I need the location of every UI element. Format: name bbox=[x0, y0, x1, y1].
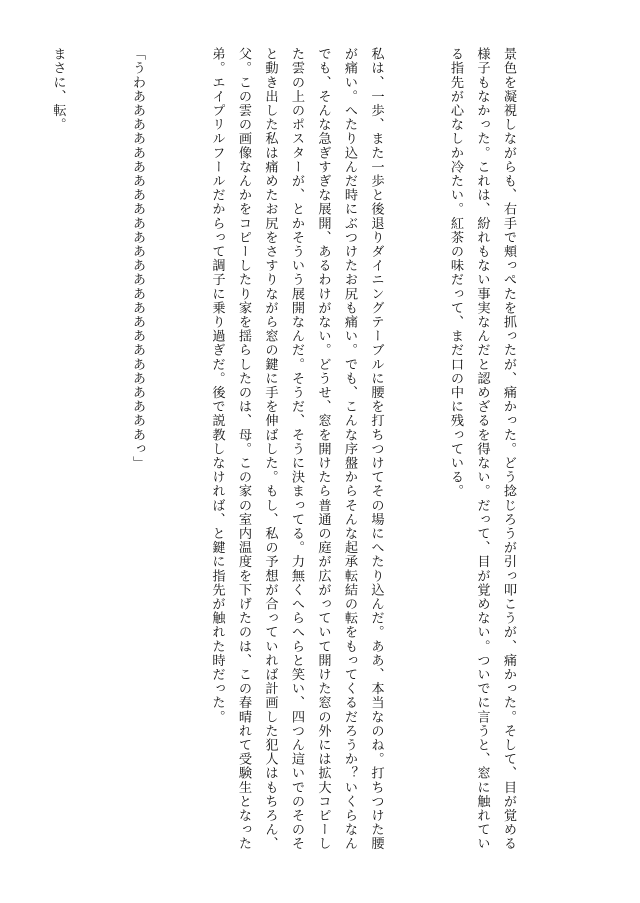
vertical-text-body bbox=[50, 47, 574, 859]
paragraph-1: 景色を凝視しながらも、右手で頬っぺたを抓ったが、痛かった。どう捻じろうが引っ叩こうが、痛かった。そして、目が覚める様子もなかった。これは、紛れもない事実なんだと認めざるを得ない。だって、目が覚めない。ついでに言うと、窓に触れている指先が心なしか冷たい。紅茶の味だって、まだ口の中に残っている。 bbox=[448, 47, 516, 851]
paragraph-3-scream: 「うわあああああああああああああああああああああああああっ」 bbox=[130, 47, 145, 470]
paragraph-4: まさに、転。 bbox=[50, 47, 66, 132]
paragraph-2: 私は、一歩、また一歩と後退りダイニングテーブルに腰を打ちつけてその場にへたり込んだ。ああ、本当なのね。打ちつけた腰が痛い。へたり込んだ時にぶつけたお尻も痛い。でも、こんな序盤からそんな起承転結の転をもってくるだろうか？いくらなんでも、そんな急ぎすぎな展開、あるわけがない。どうせ、窓を開けたら普通の庭が広がっていて開けた窓の外には拡大コピーした雲の上のポスターが、とかそういう展開なんだ。そうだ、そうに決まってる。力無くへらへらと笑い、四つん這いでのそのそと動き出した私は痛めたお尻をさすりながら窓の鍵に手を伸ばした。もし、私の予想が合っていれば計画した犯人はもちろん、父。この雲の画像なんかをコピーしたり家を揺らしたのは、母。この家の室内温度を下げたのは、この春晴れて受験生となった弟。エイプリルフールだからって調子に乗り過ぎだ。後で説教しなければ、と鍵に指先が触れた時だった。 bbox=[209, 47, 384, 851]
